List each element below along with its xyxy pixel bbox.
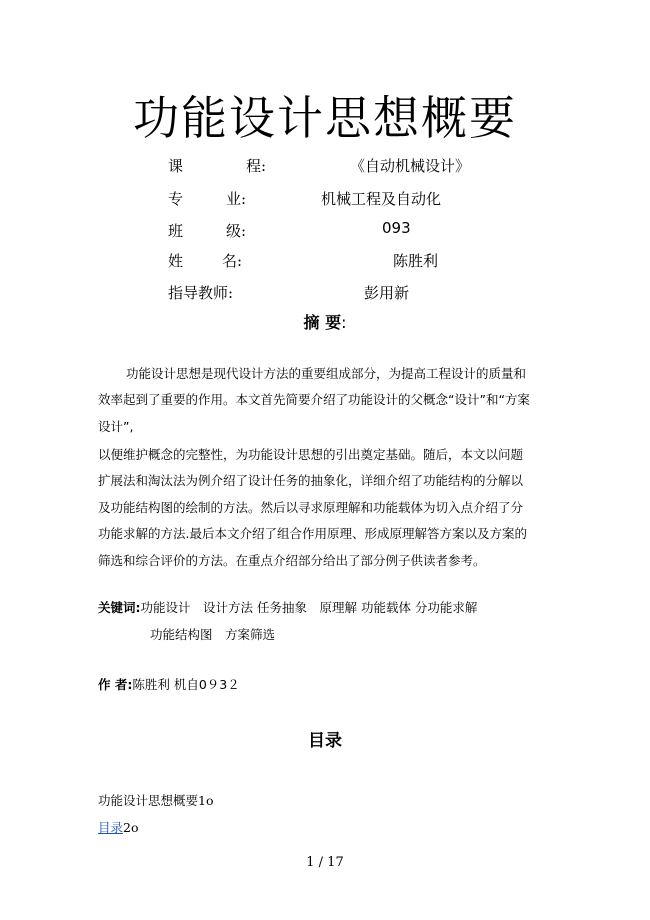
class-value: 093 [382, 219, 411, 237]
class-label-a: 班 [168, 222, 184, 240]
keywords-line-1 [98, 594, 477, 622]
toc-entry-page: 2o [123, 820, 139, 835]
toc-link[interactable]: 目录 [98, 820, 124, 835]
name-value: 陈胜利 [393, 252, 439, 270]
abstract-line: 功能求解的方法.最后本文介绍了组合作用原理、形成原理解答方案以及方案的 [98, 526, 527, 541]
abstract-line: 以便维护概念的完整性，为功能设计思想的引出奠定基础。随后，本文以问题 [98, 447, 524, 462]
toc-entry[interactable] [98, 791, 214, 809]
course-label-b: 程: [246, 157, 267, 175]
abstract-line: 效率起到了重要的作用。本文首先简要介绍了功能设计的父概念“设计”和“方案 [98, 392, 530, 407]
page-number: 1 / 17 [306, 855, 344, 870]
toc-entry-page: 1o [198, 793, 214, 808]
toc-entry[interactable] [98, 818, 139, 836]
class-label-b: 级: [226, 222, 247, 240]
course-value: 《自动机械设计》 [350, 157, 471, 175]
abstract-line: 及功能结构图的绘制的方法。然后以寻求原理解和功能载体为切入点介绍了分 [98, 500, 524, 515]
name-label-b: 名: [222, 252, 243, 270]
abstract-line: 筛选和综合评价的方法。在重点介绍部分给出了部分例子供读者参考。 [98, 553, 486, 568]
major-label-b: 业: [226, 190, 247, 208]
abstract-heading-colon: : [341, 313, 347, 332]
major-value: 机械工程及自动化 [321, 190, 442, 208]
abstract-heading-text: 摘 要 [303, 313, 342, 332]
abstract-heading [0, 310, 650, 333]
author-label: 作 者: [98, 677, 133, 692]
keywords-values: 功能设计 设计方法 任务抽象 原理解 功能载体 分功能求解 [140, 600, 478, 615]
toc-heading: 目录 [308, 731, 342, 751]
keywords-label: 关键词: [98, 600, 141, 615]
toc-entry-text: 功能设计思想概要 [98, 793, 199, 808]
abstract-line: 功能设计思想是现代设计方法的重要组成部分，为提高工程设计的质量和 [126, 366, 527, 381]
abstract-line: 设计”, [98, 419, 134, 434]
advisor-value: 彭用新 [364, 284, 410, 302]
abstract-line: 扩展法和淘汰法为例介绍了设计任务的抽象化，详细介绍了功能结构的分解以 [98, 473, 524, 488]
keywords-line-2: 功能结构图 方案筛选 [150, 627, 276, 642]
course-label-a: 课 [168, 157, 184, 175]
major-label-a: 专 [168, 190, 184, 208]
author-value: 陈胜利 机自0９3２ [132, 677, 240, 692]
document-title: 功能设计思想概要 [133, 91, 517, 145]
author-line [98, 671, 240, 699]
advisor-label: 指导教师: [168, 284, 234, 302]
name-label-a: 姓 [168, 252, 184, 270]
